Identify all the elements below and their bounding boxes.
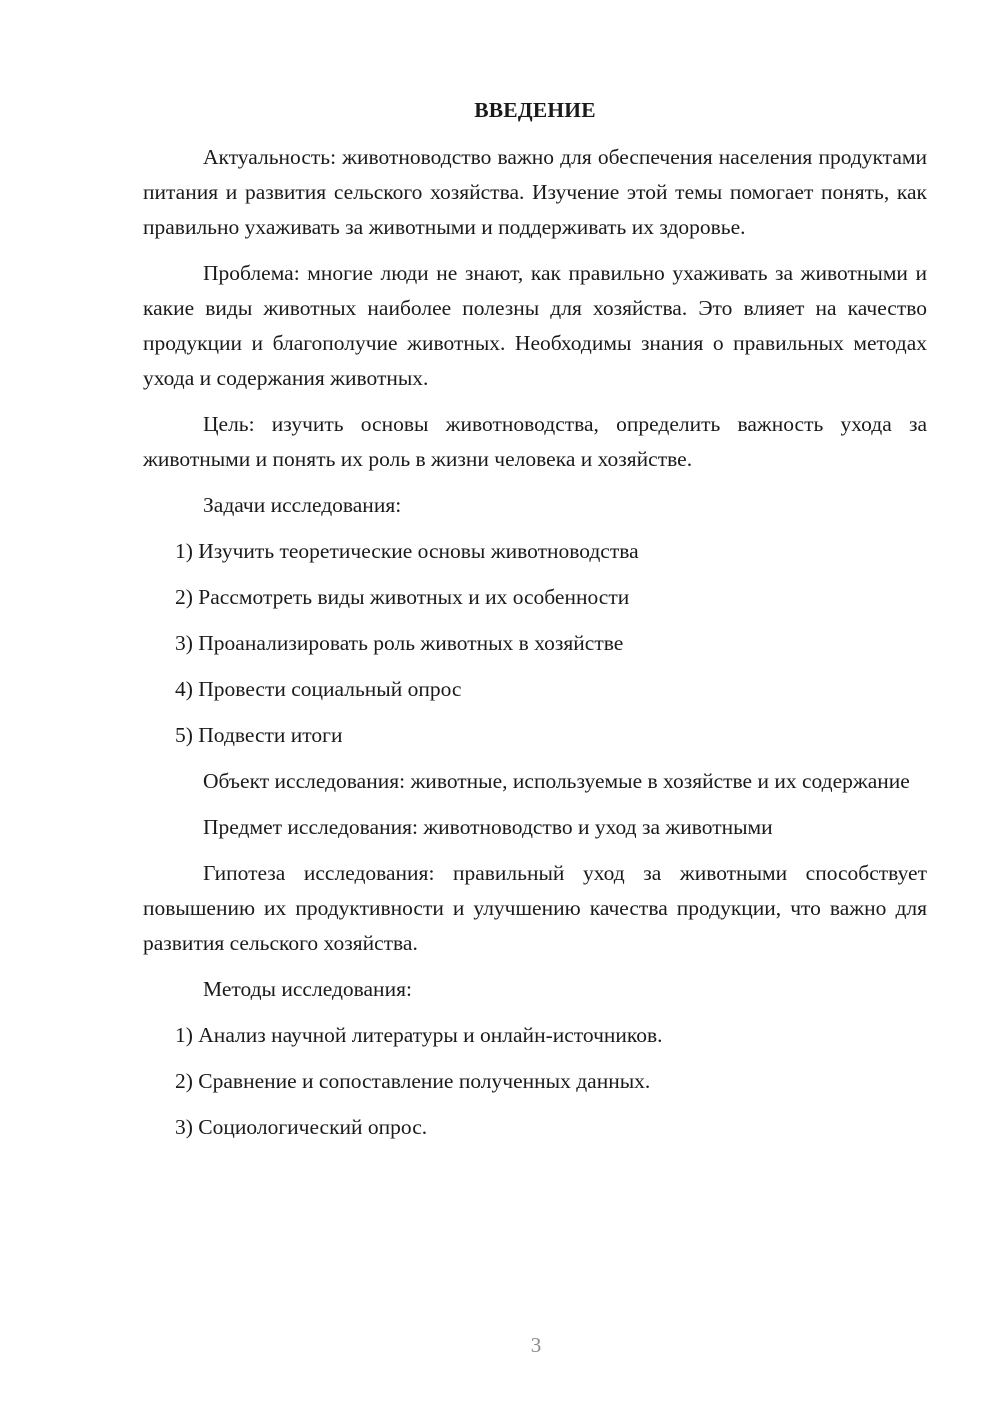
method-item: 3) Социологический опрос. [175, 1115, 428, 1139]
task-item: 3) Проанализировать роль животных в хозяйстве [175, 631, 624, 655]
task-item: 4) Провести социальный опрос [175, 677, 462, 701]
goal-paragraph: Цель: изучить основы животноводства, определить важность ухода за животными и понять их роль в жизни человека и хозяйстве. [143, 412, 927, 471]
task-item: 1) Изучить теоретические основы животноводства [175, 539, 639, 563]
method-item: 2) Сравнение и сопоставление полученных данных. [175, 1069, 651, 1093]
relevance-paragraph: Актуальность: животноводство важно для обеспечения населения продуктами питания и развития сельского хозяйства. Изучение этой темы помогает понять, как правильно ухаживать за животными и поддерживать их здоровье. [143, 145, 927, 239]
section-heading: ВВЕДЕНИЕ [474, 98, 596, 122]
task-item: 2) Рассмотреть виды животных и их особенности [175, 585, 630, 609]
tasks-heading: Задачи исследования: [203, 493, 402, 517]
hypothesis-paragraph: Гипотеза исследования: правильный уход за животными способствует повышению их продуктивности и улучшению качества продукции, что важно для развития сельского хозяйства. [143, 861, 927, 955]
task-item: 5) Подвести итоги [175, 723, 343, 747]
page-number: 3 [530, 1333, 542, 1357]
page-content [143, 93, 927, 1156]
methods-heading: Методы исследования: [203, 977, 412, 1001]
method-item: 1) Анализ научной литературы и онлайн-источников. [175, 1023, 663, 1047]
problem-paragraph: Проблема: многие люди не знают, как правильно ухаживать за животными и какие виды животных наиболее полезны для хозяйства. Это влияет на качество продукции и благополучие животных. Необходимы знания о правильных методах ухода и содержания животных. [143, 261, 927, 390]
subject-paragraph: Предмет исследования: животноводство и уход за животными [203, 815, 773, 839]
object-paragraph: Объект исследования: животные, используемые в хозяйстве и их содержание [203, 769, 910, 793]
